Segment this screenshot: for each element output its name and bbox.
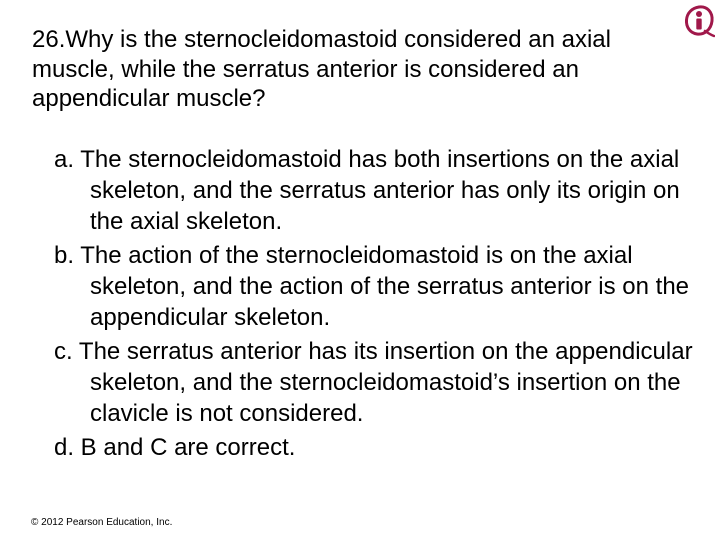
answer-option-d: d. B and C are correct. [54, 434, 296, 461]
answer-option-a: a. The sternocleidomastoid has both insertions on the axial skeleton, and the serratus anterior has only its origin on the axial skeleton. [54, 146, 680, 235]
answer-option-b: b. The action of the sternocleidomastoid is on the axial skeleton, and the action of the serratus anterior is on the appendicular skeleton. [54, 242, 690, 331]
copyright-notice: © 2012 Pearson Education, Inc. [31, 517, 173, 528]
info-logo-icon [683, 4, 715, 38]
question-text: 26.Why is the sternocleidomastoid considered an axial muscle, while the serratus anterior is considered an appendicular muscle? [32, 26, 611, 112]
answer-option-c: c. The serratus anterior has its insertion on the appendicular skeleton, and the sternocleidomastoid’s insertion on the clavicle is not considered. [54, 338, 693, 427]
answer-list [54, 144, 714, 466]
